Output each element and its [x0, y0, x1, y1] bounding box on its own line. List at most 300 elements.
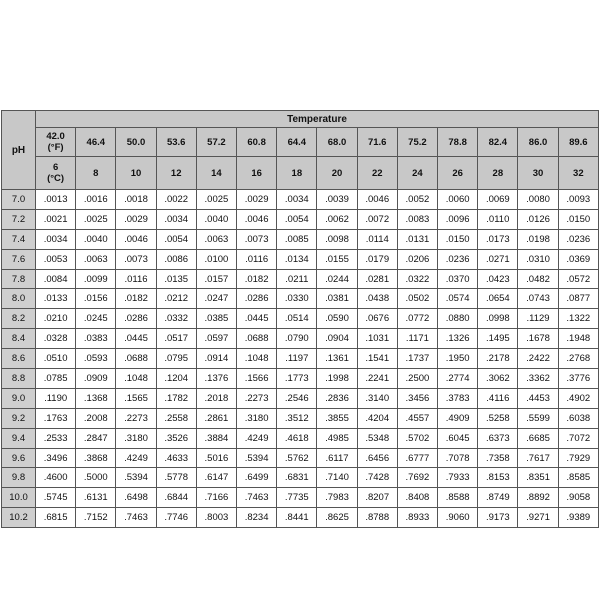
table-row — [2, 269, 599, 289]
fraction-cell: .0590 — [317, 309, 357, 329]
fraction-cell: .5000 — [76, 468, 116, 488]
fraction-cell: .1322 — [558, 309, 598, 329]
fahrenheit-header-cell: 86.0 — [518, 128, 558, 157]
fraction-cell: .0743 — [518, 289, 558, 309]
fraction-cell: .0206 — [397, 249, 437, 269]
fraction-cell: .9060 — [438, 508, 478, 528]
fraction-cell: .0790 — [277, 329, 317, 349]
fraction-cell: .0182 — [116, 289, 156, 309]
celsius-header-cell: 24 — [397, 157, 437, 190]
ph-value-cell: 7.4 — [2, 229, 36, 249]
fraction-cell: .3855 — [317, 408, 357, 428]
fraction-cell: .0909 — [76, 369, 116, 389]
fraction-cell: .0423 — [478, 269, 518, 289]
fraction-cell: .0244 — [317, 269, 357, 289]
title-row — [2, 111, 599, 128]
fraction-cell: .1566 — [237, 369, 277, 389]
fraction-cell: .0998 — [478, 309, 518, 329]
fahrenheit-header-cell: 78.8 — [438, 128, 478, 157]
celsius-header-cell: 28 — [478, 157, 518, 190]
fraction-cell: .9173 — [478, 508, 518, 528]
fraction-cell: .5258 — [478, 408, 518, 428]
fahrenheit-header-cell: 57.2 — [196, 128, 236, 157]
table-row — [2, 289, 599, 309]
fraction-cell: .2273 — [237, 388, 277, 408]
celsius-header-cell: 30 — [518, 157, 558, 190]
table-row — [2, 229, 599, 249]
fraction-cell: .2018 — [196, 388, 236, 408]
ph-column-header: pH — [2, 111, 36, 190]
fraction-cell: .0236 — [438, 249, 478, 269]
fraction-cell: .0877 — [558, 289, 598, 309]
fraction-cell: .7428 — [357, 468, 397, 488]
fraction-cell: .0438 — [357, 289, 397, 309]
fraction-cell: .0385 — [196, 309, 236, 329]
fraction-cell: .0073 — [116, 249, 156, 269]
fahrenheit-header-cell: 46.4 — [76, 128, 116, 157]
fraction-cell: .0086 — [156, 249, 196, 269]
fraction-cell: .2008 — [76, 408, 116, 428]
fraction-cell: .8003 — [196, 508, 236, 528]
fraction-cell: .0021 — [36, 209, 76, 229]
ph-value-cell: 7.8 — [2, 269, 36, 289]
fraction-cell: .7463 — [237, 488, 277, 508]
fraction-cell: .6456 — [357, 448, 397, 468]
fraction-cell: .3496 — [36, 448, 76, 468]
fraction-cell: .0133 — [36, 289, 76, 309]
fraction-cell: .7983 — [317, 488, 357, 508]
fraction-cell: .9271 — [518, 508, 558, 528]
fahrenheit-header-cell: 50.0 — [116, 128, 156, 157]
fraction-cell: .3884 — [196, 428, 236, 448]
fraction-cell: .0322 — [397, 269, 437, 289]
fraction-cell: .8441 — [277, 508, 317, 528]
fraction-cell: .0025 — [76, 209, 116, 229]
fahrenheit-header-cell: 89.6 — [558, 128, 598, 157]
celsius-header-cell: 6 (°C) — [36, 157, 76, 190]
ph-value-cell: 8.0 — [2, 289, 36, 309]
table-row — [2, 209, 599, 229]
fraction-cell: .1326 — [438, 329, 478, 349]
ph-value-cell: 8.2 — [2, 309, 36, 329]
fraction-cell: .0574 — [438, 289, 478, 309]
fraction-cell: .1998 — [317, 369, 357, 389]
fraction-cell: .0247 — [196, 289, 236, 309]
table-row — [2, 488, 599, 508]
fraction-cell: .0029 — [237, 190, 277, 210]
ph-value-cell: 7.2 — [2, 209, 36, 229]
fraction-cell: .8788 — [357, 508, 397, 528]
fraction-cell: .0126 — [518, 209, 558, 229]
fraction-cell: .3362 — [518, 369, 558, 389]
celsius-header-cell: 20 — [317, 157, 357, 190]
fraction-cell: .4249 — [116, 448, 156, 468]
ph-value-cell: 9.8 — [2, 468, 36, 488]
fraction-cell: .1031 — [357, 329, 397, 349]
table-row — [2, 468, 599, 488]
fraction-cell: .4902 — [558, 388, 598, 408]
fraction-cell: .0310 — [518, 249, 558, 269]
fraction-cell: .1541 — [357, 349, 397, 369]
fraction-cell: .0286 — [116, 309, 156, 329]
fraction-cell: .0040 — [76, 229, 116, 249]
fraction-cell: .0381 — [317, 289, 357, 309]
fraction-cell: .0517 — [156, 329, 196, 349]
temperature-header: Temperature — [36, 111, 599, 128]
fraction-cell: .2500 — [397, 369, 437, 389]
fraction-cell: .2533 — [36, 428, 76, 448]
fahrenheit-header-cell: 60.8 — [237, 128, 277, 157]
fraction-cell: .0369 — [558, 249, 598, 269]
fraction-cell: .0173 — [478, 229, 518, 249]
fraction-cell: .1773 — [277, 369, 317, 389]
celsius-header-row — [2, 157, 599, 190]
table-row — [2, 249, 599, 269]
fraction-cell: .0063 — [196, 229, 236, 249]
fraction-cell: .8207 — [357, 488, 397, 508]
fraction-cell: .0025 — [196, 190, 236, 210]
fraction-cell: .1737 — [397, 349, 437, 369]
fraction-cell: .8625 — [317, 508, 357, 528]
fraction-cell: .7358 — [478, 448, 518, 468]
fraction-cell: .8588 — [438, 488, 478, 508]
fraction-cell: .7746 — [156, 508, 196, 528]
fraction-cell: .0328 — [36, 329, 76, 349]
fraction-cell: .1376 — [196, 369, 236, 389]
fraction-cell: .5599 — [518, 408, 558, 428]
fraction-cell: .4204 — [357, 408, 397, 428]
fraction-cell: .0676 — [357, 309, 397, 329]
fraction-cell: .0046 — [116, 229, 156, 249]
fraction-cell: .0281 — [357, 269, 397, 289]
fraction-cell: .2558 — [156, 408, 196, 428]
fraction-cell: .0155 — [317, 249, 357, 269]
fraction-cell: .0880 — [438, 309, 478, 329]
fraction-cell: .0016 — [76, 190, 116, 210]
celsius-header-cell: 12 — [156, 157, 196, 190]
fraction-cell: .2422 — [518, 349, 558, 369]
fraction-cell: .0062 — [317, 209, 357, 229]
fraction-cell: .0073 — [237, 229, 277, 249]
fraction-cell: .1129 — [518, 309, 558, 329]
fraction-cell: .3776 — [558, 369, 598, 389]
fraction-cell: .0054 — [277, 209, 317, 229]
fraction-cell: .0179 — [357, 249, 397, 269]
fraction-cell: .0046 — [237, 209, 277, 229]
fraction-cell: .0098 — [317, 229, 357, 249]
fraction-cell: .0688 — [116, 349, 156, 369]
fraction-cell: .0245 — [76, 309, 116, 329]
fraction-cell: .4633 — [156, 448, 196, 468]
fraction-cell: .0150 — [438, 229, 478, 249]
fraction-cell: .0597 — [196, 329, 236, 349]
fraction-cell: .0135 — [156, 269, 196, 289]
fraction-cell: .1048 — [237, 349, 277, 369]
fraction-cell: .1678 — [518, 329, 558, 349]
fraction-cell: .5702 — [397, 428, 437, 448]
table-row — [2, 428, 599, 448]
fraction-cell: .8749 — [478, 488, 518, 508]
fraction-cell: .4618 — [277, 428, 317, 448]
fraction-cell: .0156 — [76, 289, 116, 309]
fraction-cell: .0054 — [156, 229, 196, 249]
fraction-cell: .3526 — [156, 428, 196, 448]
table-row — [2, 309, 599, 329]
fraction-cell: .7140 — [317, 468, 357, 488]
fraction-cell: .1948 — [558, 329, 598, 349]
fraction-cell: .7463 — [116, 508, 156, 528]
fraction-cell: .0116 — [116, 269, 156, 289]
fraction-cell: .6373 — [478, 428, 518, 448]
fraction-cell: .1495 — [478, 329, 518, 349]
fraction-cell: .0085 — [277, 229, 317, 249]
fraction-cell: .4116 — [478, 388, 518, 408]
ph-value-cell: 10.2 — [2, 508, 36, 528]
ph-value-cell: 9.6 — [2, 448, 36, 468]
fraction-cell: .0150 — [558, 209, 598, 229]
fraction-cell: .3512 — [277, 408, 317, 428]
fraction-cell: .3140 — [357, 388, 397, 408]
fraction-cell: .0034 — [36, 229, 76, 249]
fraction-cell: .0040 — [196, 209, 236, 229]
fraction-cell: .7166 — [196, 488, 236, 508]
fraction-cell: .5778 — [156, 468, 196, 488]
fraction-cell: .8933 — [397, 508, 437, 528]
fraction-cell: .0157 — [196, 269, 236, 289]
fraction-cell: .0772 — [397, 309, 437, 329]
fraction-cell: .2241 — [357, 369, 397, 389]
ph-value-cell: 8.4 — [2, 329, 36, 349]
fahrenheit-header-cell: 68.0 — [317, 128, 357, 157]
fraction-cell: .0099 — [76, 269, 116, 289]
fraction-cell: .0053 — [36, 249, 76, 269]
fraction-cell: .2273 — [116, 408, 156, 428]
fraction-cell: .2836 — [317, 388, 357, 408]
fraction-cell: .1204 — [156, 369, 196, 389]
fraction-cell: .4909 — [438, 408, 478, 428]
fahrenheit-header-cell: 71.6 — [357, 128, 397, 157]
ammonia-table-container — [1, 110, 599, 528]
fraction-cell: .0236 — [558, 229, 598, 249]
fraction-cell: .0914 — [196, 349, 236, 369]
ph-value-cell: 9.4 — [2, 428, 36, 448]
fraction-cell: .7933 — [438, 468, 478, 488]
fraction-cell: .8153 — [478, 468, 518, 488]
fraction-cell: .8585 — [558, 468, 598, 488]
fraction-cell: .0116 — [237, 249, 277, 269]
fraction-cell: .0332 — [156, 309, 196, 329]
fraction-cell: .0510 — [36, 349, 76, 369]
fraction-cell: .7617 — [518, 448, 558, 468]
fraction-cell: .0370 — [438, 269, 478, 289]
fraction-cell: .7929 — [558, 448, 598, 468]
fraction-cell: .0482 — [518, 269, 558, 289]
table-row — [2, 508, 599, 528]
fraction-cell: .1361 — [317, 349, 357, 369]
fraction-cell: .3868 — [76, 448, 116, 468]
fraction-cell: .1565 — [116, 388, 156, 408]
fraction-cell: .3783 — [438, 388, 478, 408]
fraction-cell: .1197 — [277, 349, 317, 369]
celsius-header-cell: 16 — [237, 157, 277, 190]
fraction-cell: .0110 — [478, 209, 518, 229]
fraction-cell: .0688 — [237, 329, 277, 349]
fraction-cell: .0198 — [518, 229, 558, 249]
fraction-cell: .6131 — [76, 488, 116, 508]
fraction-cell: .8892 — [518, 488, 558, 508]
fraction-cell: .7692 — [397, 468, 437, 488]
fraction-cell: .0785 — [36, 369, 76, 389]
fraction-cell: .0034 — [277, 190, 317, 210]
fraction-cell: .2861 — [196, 408, 236, 428]
fraction-cell: .3062 — [478, 369, 518, 389]
fraction-cell: .7152 — [76, 508, 116, 528]
table-row — [2, 349, 599, 369]
fraction-cell: .0134 — [277, 249, 317, 269]
celsius-header-cell: 18 — [277, 157, 317, 190]
fraction-cell: .0114 — [357, 229, 397, 249]
table-row — [2, 329, 599, 349]
fraction-cell: .9389 — [558, 508, 598, 528]
fraction-cell: .0445 — [116, 329, 156, 349]
ph-value-cell: 8.8 — [2, 369, 36, 389]
fraction-cell: .0904 — [317, 329, 357, 349]
table-row — [2, 388, 599, 408]
fraction-cell: .0063 — [76, 249, 116, 269]
fraction-cell: .7735 — [277, 488, 317, 508]
fraction-cell: .8234 — [237, 508, 277, 528]
fraction-cell: .0083 — [397, 209, 437, 229]
fraction-cell: .3180 — [237, 408, 277, 428]
fraction-cell: .0096 — [438, 209, 478, 229]
fraction-cell: .2774 — [438, 369, 478, 389]
fahrenheit-header-cell: 82.4 — [478, 128, 518, 157]
fraction-cell: .0572 — [558, 269, 598, 289]
fraction-cell: .0271 — [478, 249, 518, 269]
fraction-cell: .0330 — [277, 289, 317, 309]
fraction-cell: .0013 — [36, 190, 76, 210]
fraction-cell: .0060 — [438, 190, 478, 210]
fraction-cell: .1782 — [156, 388, 196, 408]
fraction-cell: .1950 — [438, 349, 478, 369]
fraction-cell: .0211 — [277, 269, 317, 289]
fraction-cell: .5762 — [277, 448, 317, 468]
fraction-cell: .5394 — [116, 468, 156, 488]
fraction-cell: .0654 — [478, 289, 518, 309]
fraction-cell: .0445 — [237, 309, 277, 329]
ph-value-cell: 8.6 — [2, 349, 36, 369]
celsius-header-cell: 8 — [76, 157, 116, 190]
fraction-cell: .0080 — [518, 190, 558, 210]
fraction-cell: .2546 — [277, 388, 317, 408]
fraction-cell: .0502 — [397, 289, 437, 309]
fraction-cell: .1368 — [76, 388, 116, 408]
celsius-header-cell: 32 — [558, 157, 598, 190]
ammonia-fraction-table — [1, 110, 599, 528]
fraction-cell: .0514 — [277, 309, 317, 329]
fraction-cell: .0210 — [36, 309, 76, 329]
fraction-cell: .0039 — [317, 190, 357, 210]
fraction-cell: .2768 — [558, 349, 598, 369]
fraction-cell: .1763 — [36, 408, 76, 428]
fraction-cell: .4600 — [36, 468, 76, 488]
fraction-cell: .6117 — [317, 448, 357, 468]
fraction-cell: .6498 — [116, 488, 156, 508]
celsius-header-cell: 10 — [116, 157, 156, 190]
table-row — [2, 369, 599, 389]
fraction-cell: .2847 — [76, 428, 116, 448]
fraction-cell: .6777 — [397, 448, 437, 468]
fraction-cell: .5745 — [36, 488, 76, 508]
fraction-cell: .0593 — [76, 349, 116, 369]
fraction-cell: .7078 — [438, 448, 478, 468]
fraction-cell: .0795 — [156, 349, 196, 369]
ph-value-cell: 10.0 — [2, 488, 36, 508]
fraction-cell: .6045 — [438, 428, 478, 448]
fahrenheit-header-row — [2, 128, 599, 157]
fraction-cell: .6815 — [36, 508, 76, 528]
fraction-cell: .4249 — [237, 428, 277, 448]
fraction-cell: .4557 — [397, 408, 437, 428]
fraction-cell: .6844 — [156, 488, 196, 508]
fraction-cell: .0131 — [397, 229, 437, 249]
fraction-cell: .0052 — [397, 190, 437, 210]
fraction-cell: .6831 — [277, 468, 317, 488]
fraction-cell: .6499 — [237, 468, 277, 488]
fraction-cell: .0100 — [196, 249, 236, 269]
fraction-cell: .4453 — [518, 388, 558, 408]
fraction-cell: .0069 — [478, 190, 518, 210]
fraction-cell: .6038 — [558, 408, 598, 428]
ph-value-cell: 7.0 — [2, 190, 36, 210]
celsius-header-cell: 26 — [438, 157, 478, 190]
fraction-cell: .7072 — [558, 428, 598, 448]
fraction-cell: .0212 — [156, 289, 196, 309]
fraction-cell: .0182 — [237, 269, 277, 289]
celsius-header-cell: 14 — [196, 157, 236, 190]
table-body — [2, 190, 599, 528]
fraction-cell: .0383 — [76, 329, 116, 349]
fraction-cell: .3456 — [397, 388, 437, 408]
fraction-cell: .5394 — [237, 448, 277, 468]
fahrenheit-header-cell: 75.2 — [397, 128, 437, 157]
table-row — [2, 448, 599, 468]
fraction-cell: .0022 — [156, 190, 196, 210]
fraction-cell: .6147 — [196, 468, 236, 488]
ph-value-cell: 9.2 — [2, 408, 36, 428]
fraction-cell: .1190 — [36, 388, 76, 408]
fraction-cell: .0046 — [357, 190, 397, 210]
fraction-cell: .8408 — [397, 488, 437, 508]
fraction-cell: .6685 — [518, 428, 558, 448]
ph-value-cell: 7.6 — [2, 249, 36, 269]
fraction-cell: .0084 — [36, 269, 76, 289]
fahrenheit-header-cell: 64.4 — [277, 128, 317, 157]
fraction-cell: .0093 — [558, 190, 598, 210]
fraction-cell: .0034 — [156, 209, 196, 229]
fraction-cell: .1048 — [116, 369, 156, 389]
fraction-cell: .4985 — [317, 428, 357, 448]
fahrenheit-header-cell: 42.0 (°F) — [36, 128, 76, 157]
fraction-cell: .8351 — [518, 468, 558, 488]
fraction-cell: .2178 — [478, 349, 518, 369]
fraction-cell: .0029 — [116, 209, 156, 229]
fraction-cell: .1171 — [397, 329, 437, 349]
fraction-cell: .0072 — [357, 209, 397, 229]
fahrenheit-header-cell: 53.6 — [156, 128, 196, 157]
table-row — [2, 190, 599, 210]
celsius-header-cell: 22 — [357, 157, 397, 190]
